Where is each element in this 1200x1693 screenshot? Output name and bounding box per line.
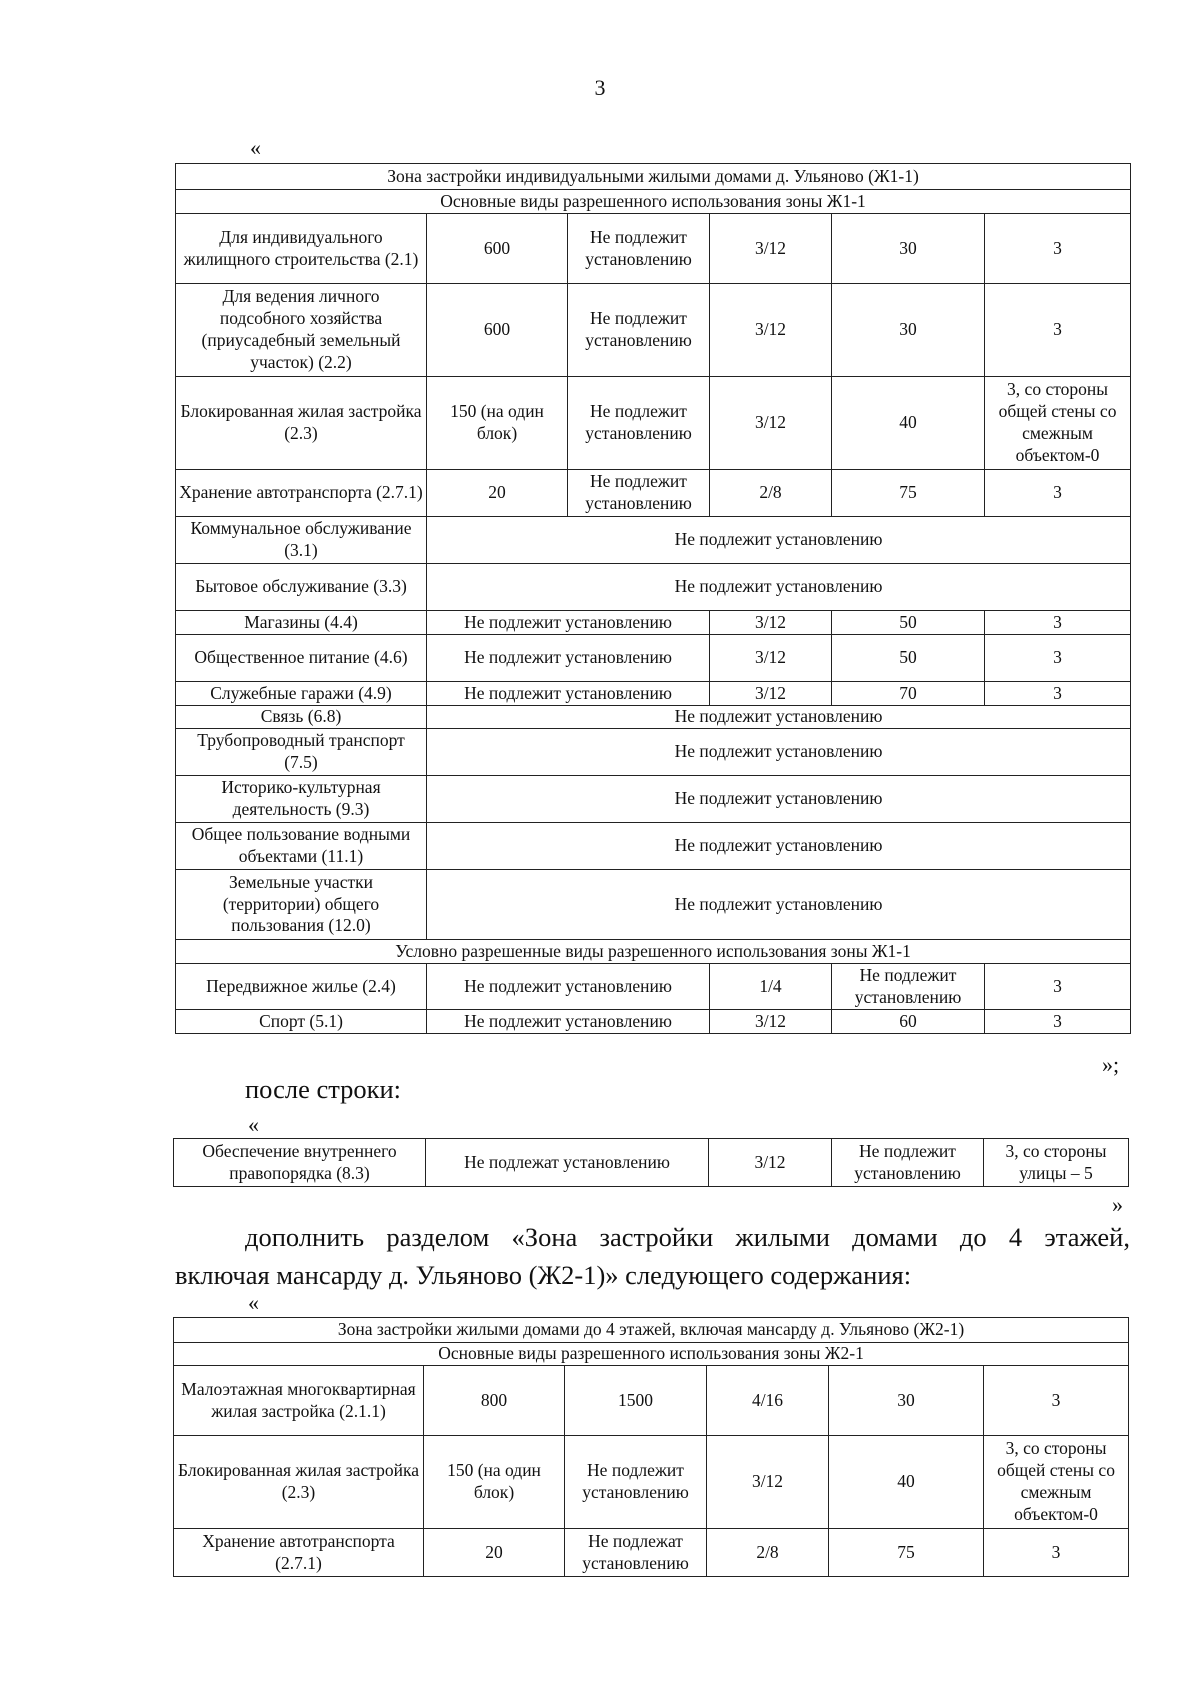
table-row <box>176 729 1131 776</box>
area-value: Не подлежит установлению <box>427 611 710 635</box>
floors: 3/12 <box>710 682 832 706</box>
table-row <box>176 564 1131 611</box>
use-name: Общее пользование водными объектами (11.1) <box>176 823 427 870</box>
setback: 3 <box>984 1529 1129 1577</box>
merged-value: Не подлежит установлению <box>427 729 1131 776</box>
max-area: Не подлежит установлению <box>568 284 710 377</box>
max-area: Не подлежит установлению <box>568 214 710 284</box>
after-row-label: после строки: <box>245 1074 402 1104</box>
use-name: Блокированная жилая застройка (2.3) <box>176 377 427 470</box>
table-row <box>176 611 1131 635</box>
close-quote-semicolon: »; <box>1102 1052 1120 1077</box>
setback: 3 <box>985 964 1131 1010</box>
use-name: Обеспечение внутреннего правопорядка (8.3) <box>174 1139 426 1187</box>
coverage: 30 <box>832 214 985 284</box>
max-area: Не подлежит установлению <box>568 470 710 517</box>
table-row <box>176 284 1131 377</box>
use-name: Передвижное жилье (2.4) <box>176 964 427 1010</box>
use-name: Малоэтажная многоквартирная жилая застройка (2.1.1) <box>174 1366 424 1436</box>
min-area: 600 <box>427 284 568 377</box>
supplement-text-line-1: дополнить разделом «Зона застройки жилыми домами до 4 этажей, <box>245 1222 1130 1252</box>
coverage: 30 <box>832 284 985 377</box>
table-row <box>176 706 1131 729</box>
open-quote-3: « <box>248 1290 259 1315</box>
use-name: Блокированная жилая застройка (2.3) <box>174 1436 424 1529</box>
use-name: Спорт (5.1) <box>176 1010 427 1034</box>
inserted-row-reference-table <box>173 1138 1129 1187</box>
coverage: 75 <box>832 470 985 517</box>
open-quote: « <box>250 135 261 160</box>
min-area: 800 <box>424 1366 565 1436</box>
floors: 2/8 <box>707 1529 829 1577</box>
table-title-row <box>174 1318 1129 1343</box>
table-row <box>176 776 1131 823</box>
use-name: Хранение автотранспорта (2.7.1) <box>174 1529 424 1577</box>
table-row <box>176 823 1131 870</box>
coverage: 60 <box>832 1010 985 1034</box>
area-value: Не подлежит установлению <box>427 1010 710 1034</box>
use-name: Магазины (4.4) <box>176 611 427 635</box>
setback: 3 <box>985 682 1131 706</box>
floors: 1/4 <box>710 964 832 1010</box>
min-area: 600 <box>427 214 568 284</box>
use-name: Бытовое обслуживание (3.3) <box>176 564 427 611</box>
floors: 2/8 <box>710 470 832 517</box>
merged-value: Не подлежит установлению <box>427 706 1131 729</box>
floors: 3/12 <box>710 214 832 284</box>
table-row <box>176 377 1131 470</box>
section-header-row <box>176 940 1131 964</box>
setback: 3 <box>985 635 1131 682</box>
min-area: 150 (на один блок) <box>424 1436 565 1529</box>
table-title: Зона застройки индивидуальными жилыми домами д. Ульяново (Ж1-1) <box>176 164 1131 190</box>
open-quote-2: « <box>248 1112 259 1137</box>
table-row <box>176 517 1131 564</box>
coverage: 50 <box>832 635 985 682</box>
setback: 3, со стороны общей стены со смежным объектом-0 <box>985 377 1131 470</box>
coverage: 40 <box>832 377 985 470</box>
floors: 3/12 <box>710 611 832 635</box>
area-value: Не подлежит установлению <box>427 635 710 682</box>
coverage: 40 <box>829 1436 984 1529</box>
table-row <box>176 1010 1131 1034</box>
coverage: Не подлежит установлению <box>832 1139 984 1187</box>
section-header-row <box>174 1343 1129 1366</box>
max-area: Не подлежат установлению <box>565 1529 707 1577</box>
page-number: 3 <box>594 75 606 100</box>
coverage: 75 <box>829 1529 984 1577</box>
setback: 3 <box>985 470 1131 517</box>
min-area: 20 <box>427 470 568 517</box>
table-title: Зона застройки жилыми домами до 4 этажей, включая мансарду д. Ульяново (Ж2-1) <box>174 1318 1129 1343</box>
use-name: Коммунальное обслуживание (3.1) <box>176 517 427 564</box>
table-row <box>176 682 1131 706</box>
table-row <box>176 635 1131 682</box>
floors: 3/12 <box>709 1139 832 1187</box>
table-row <box>176 964 1131 1010</box>
setback: 3 <box>985 611 1131 635</box>
section-header-main: Основные виды разрешенного использования зоны Ж2-1 <box>174 1343 1129 1366</box>
merged-value: Не подлежит установлению <box>427 564 1131 611</box>
table-row <box>176 470 1131 517</box>
setback: 3 <box>985 1010 1131 1034</box>
setback: 3, со стороны общей стены со смежным объектом-0 <box>984 1436 1129 1529</box>
use-name: Трубопроводный транспорт (7.5) <box>176 729 427 776</box>
table-title-row <box>176 164 1131 190</box>
use-name: Связь (6.8) <box>176 706 427 729</box>
use-name: Историко-культурная деятельность (9.3) <box>176 776 427 823</box>
coverage: 70 <box>832 682 985 706</box>
table-row <box>176 214 1131 284</box>
area-value: Не подлежат установлению <box>426 1139 709 1187</box>
floors: 4/16 <box>707 1366 829 1436</box>
min-area: 20 <box>424 1529 565 1577</box>
coverage: 30 <box>829 1366 984 1436</box>
setback: 3 <box>984 1366 1129 1436</box>
merged-value: Не подлежит установлению <box>427 870 1131 940</box>
table-row <box>174 1366 1129 1436</box>
section-header-conditional: Условно разрешенные виды разрешенного использования зоны Ж1-1 <box>176 940 1131 964</box>
floors: 3/12 <box>710 284 832 377</box>
coverage: Не подлежит установлению <box>832 964 985 1010</box>
floors: 3/12 <box>710 377 832 470</box>
area-value: Не подлежит установлению <box>427 964 710 1010</box>
floors: 3/12 <box>710 635 832 682</box>
use-name: Земельные участки (территории) общего пользования (12.0) <box>176 870 427 940</box>
setback: 3, со стороны улицы – 5 <box>984 1139 1129 1187</box>
close-quote: » <box>1112 1192 1123 1217</box>
floors: 3/12 <box>707 1436 829 1529</box>
use-name: Хранение автотранспорта (2.7.1) <box>176 470 427 517</box>
min-area: 150 (на один блок) <box>427 377 568 470</box>
area-value: Не подлежит установлению <box>427 682 710 706</box>
section-header-row <box>176 190 1131 214</box>
setback: 3 <box>985 214 1131 284</box>
supplement-text-line-2: включая мансарду д. Ульяново (Ж2-1)» следующего содержания: <box>175 1260 912 1290</box>
table-row <box>174 1529 1129 1577</box>
max-area: 1500 <box>565 1366 707 1436</box>
merged-value: Не подлежит установлению <box>427 517 1131 564</box>
use-name: Служебные гаражи (4.9) <box>176 682 427 706</box>
use-name: Для индивидуального жилищного строительства (2.1) <box>176 214 427 284</box>
use-name: Общественное питание (4.6) <box>176 635 427 682</box>
coverage: 50 <box>832 611 985 635</box>
table-row <box>174 1139 1129 1187</box>
max-area: Не подлежит установлению <box>565 1436 707 1529</box>
floors: 3/12 <box>710 1010 832 1034</box>
max-area: Не подлежит установлению <box>568 377 710 470</box>
setback: 3 <box>985 284 1131 377</box>
section-header-main: Основные виды разрешенного использования зоны Ж1-1 <box>176 190 1131 214</box>
zone-zh1-1-table <box>175 163 1131 1034</box>
merged-value: Не подлежит установлению <box>427 776 1131 823</box>
table-row <box>176 870 1131 940</box>
merged-value: Не подлежит установлению <box>427 823 1131 870</box>
zone-zh2-1-table <box>173 1317 1129 1577</box>
table-row <box>174 1436 1129 1529</box>
use-name: Для ведения личного подсобного хозяйства (приусадебный земельный участок) (2.2) <box>176 284 427 377</box>
